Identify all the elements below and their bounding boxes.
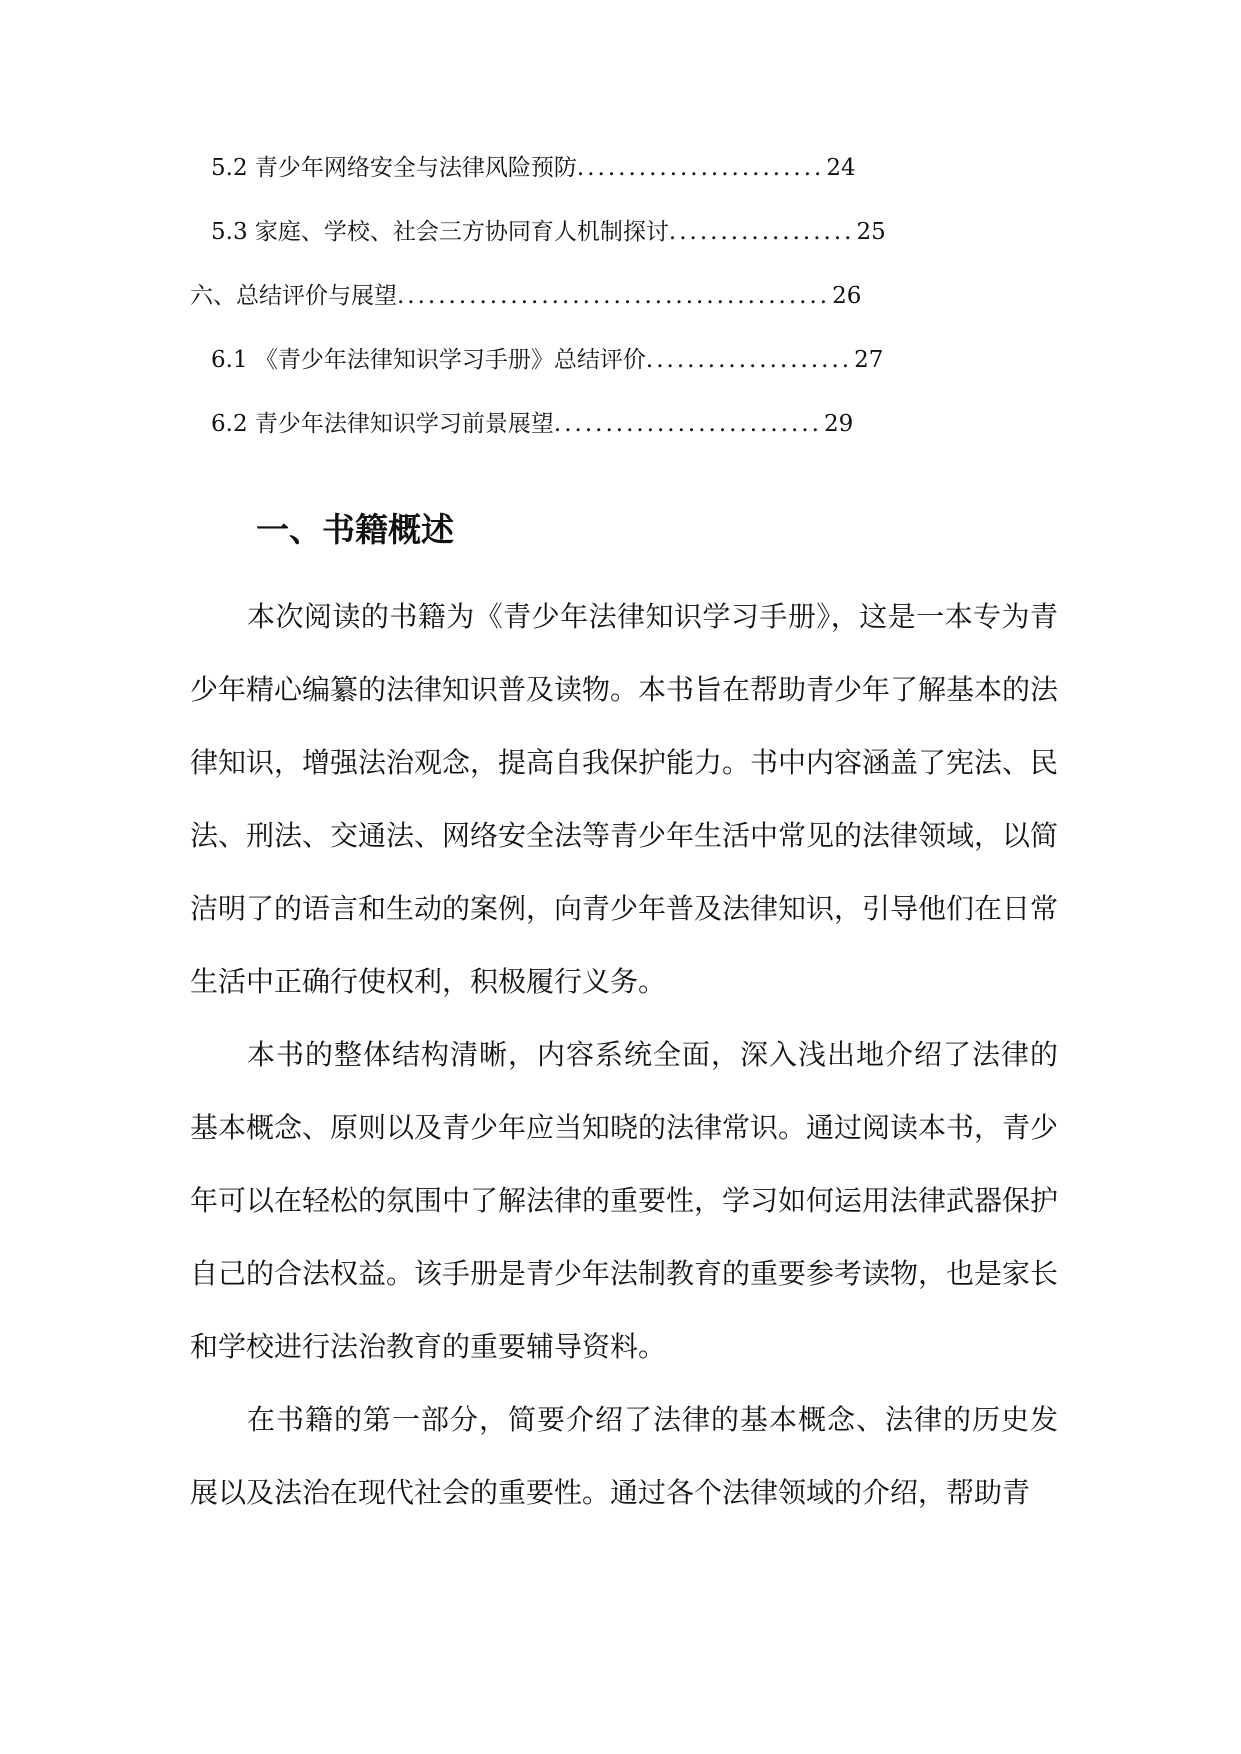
toc-entry-5-3[interactable] <box>211 212 886 252</box>
toc-page-number: 27 <box>854 347 884 373</box>
toc-entry-title: 6.1 《青少年法律知识学习手册》总结评价 <box>211 347 646 373</box>
toc-leader-dots: .................. <box>668 219 855 245</box>
toc-leader-dots: .................... <box>645 347 853 373</box>
toc-leader-dots: ........................ <box>576 155 825 181</box>
paragraph-3: 在书籍的第一部分，简要介绍了法律的基本概念、法律的历史发展以及法治在现代社会的重要性。通过各个法律领域的介绍，帮助青 <box>190 1403 1058 1509</box>
toc-leader-dots: .......................................... <box>397 283 831 309</box>
toc-entry-title: 六、总结评价与展望 <box>190 283 397 309</box>
toc-page-number: 24 <box>826 155 856 181</box>
section-heading: 一、书籍概述 <box>256 510 454 549</box>
toc-leader-dots: .......................... <box>553 411 822 437</box>
toc-entry-5-2[interactable] <box>211 148 856 188</box>
paragraph-1: 本次阅读的书籍为《青少年法律知识学习手册》，这是一本专为青少年精心编纂的法律知识普及读物。本书旨在帮助青少年了解基本的法律知识，增强法治观念，提高自我保护能力。书中内容涵盖了宪法、民法、刑法、交通法、网络安全法等青少年生活中常见的法律领域，以简洁明了的语言和生动的案例，向青少年普及法律知识，引导他们在日常生活中正确行使权利，积极履行义务。 <box>190 600 1059 998</box>
section-body <box>190 580 1058 1529</box>
toc-entry-6-1[interactable] <box>211 340 883 380</box>
paragraph-2: 本书的整体结构清晰，内容系统全面，深入浅出地介绍了法律的基本概念、原则以及青少年应当知晓的法律常识。通过阅读本书，青少年可以在轻松的氛围中了解法律的重要性，学习如何运用法律武器保护自己的合法权益。该手册是青少年法制教育的重要参考读物，也是家长和学校进行法治教育的重要辅导资料。 <box>190 1038 1059 1363</box>
toc-entry-title: 5.3 家庭、学校、社会三方协同育人机制探讨 <box>211 219 669 245</box>
toc-entry-title: 5.2 青少年网络安全与法律风险预防 <box>211 155 577 181</box>
toc-page-number: 26 <box>832 283 862 309</box>
toc-entry-6-2[interactable] <box>211 404 853 444</box>
toc-entry-title: 6.2 青少年法律知识学习前景展望 <box>211 411 554 437</box>
toc-page-number: 29 <box>823 411 854 437</box>
toc-entry-6[interactable] <box>190 276 861 316</box>
toc-page-number: 25 <box>856 219 886 245</box>
